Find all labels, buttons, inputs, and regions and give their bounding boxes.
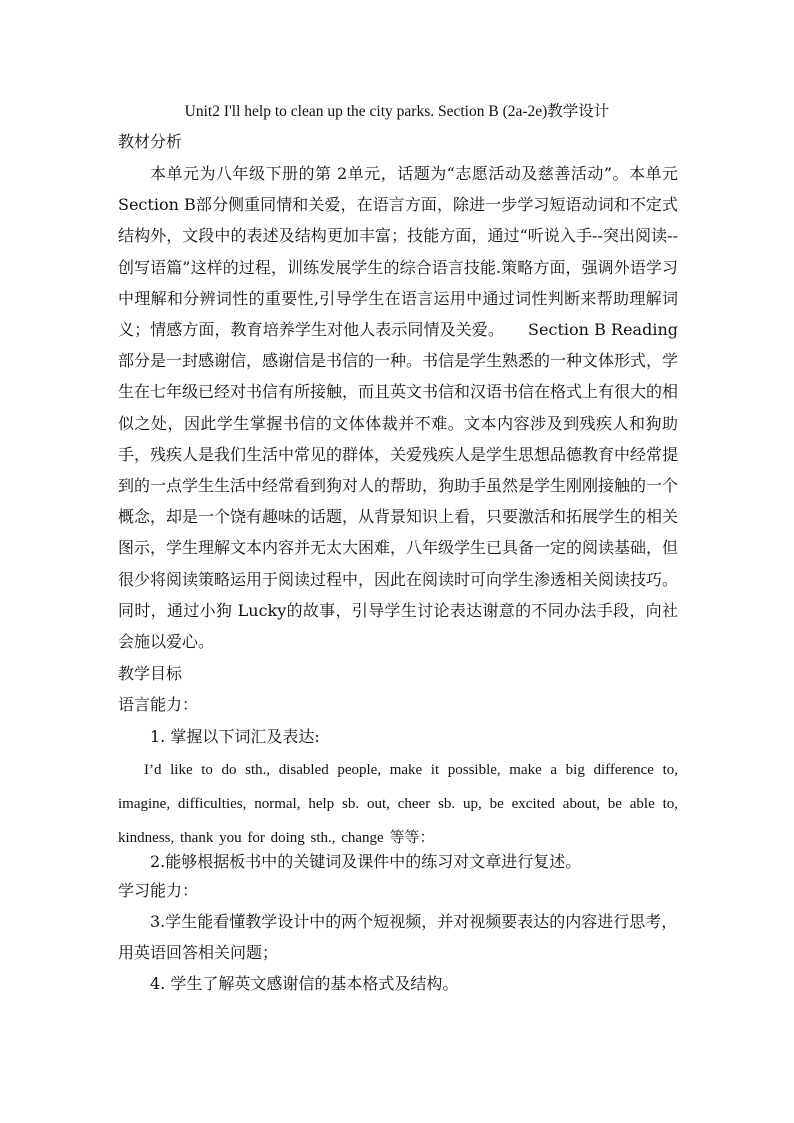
objective-item-4: 4. 学生了解英文感谢信的基本格式及结构。 [150,974,459,993]
objective-item-3: 3.学生能看懂教学设计中的两个短视频，并对视频要表达的内容进行思考，用英语回答相关问题； [118,912,678,962]
heading-language-ability: 语言能力： [118,695,199,714]
heading-learning-ability: 学习能力： [118,881,199,900]
document-title: Unit2 I'll help to clean up the city parks. Section B (2a-2e)教学设计 [184,103,610,120]
heading-textbook-analysis: 教材分析 [118,132,183,151]
textbook-analysis-paragraph: 本单元为八年级下册的第 2单元，话题为“志愿活动及慈善活动”。本单元Section B部分侧重同情和关爱，在语言方面，除进一步学习短语动词和不定式结构外，文段中的表述及结构更加丰富；技能方面，通过“听说入手--突出阅读--创写语篇”这样的过程，训练发展学生的综合语言技能.策略方面，强调外语学习中理解和分辨词性的重要性,引导学生在语言运用中通过词性判断来帮助理解词义；情感方面，教育培养学生对他人表示同情及关爱。 Section B Reading部分是一封感谢信，感谢信是书信的一种。书信是学生熟悉的一种文体形式，学生在七年级已经对书信有所接触，而且英文书信和汉语书信在格式上有很大的相似之处，因此学生掌握书信的文体体裁并不难。文本内容涉及到残疾人和狗助手，残疾人是我们生活中常见的群体，关爱残疾人是学生思想品德教育中经常提到的一点学生生活中经常看到狗对人的帮助，狗助手虽然是学生刚刚接触的一个概念，却是一个饶有趣味的话题，从背景知识上看，只要激活和拓展学生的相关图示，学生理解文本内容并无太大困难，八年级学生已具备一定的阅读基础，但很少将阅读策略运用于阅读过程中，因此在阅读时可向学生渗透相关阅读技巧。同时，通过小狗 Lucky的故事，引导学生讨论表达谢意的不同办法手段，向社会施以爱心。 [118,164,679,652]
objective-item-1: 1. 掌握以下词汇及表达: [150,727,320,746]
vocabulary-list: I’d like to do sth., disabled people, make it possible, make a big difference to, imagine, difficulties, normal, help sb. out, cheer sb. up, be excited about, be able to, kindness, thank you for doing sth., change 等等： [118,762,678,846]
heading-teaching-objectives: 教学目标 [118,664,183,683]
objective-item-2: 2.能够根据板书中的关键词及课件中的练习对文章进行复述。 [150,852,582,871]
